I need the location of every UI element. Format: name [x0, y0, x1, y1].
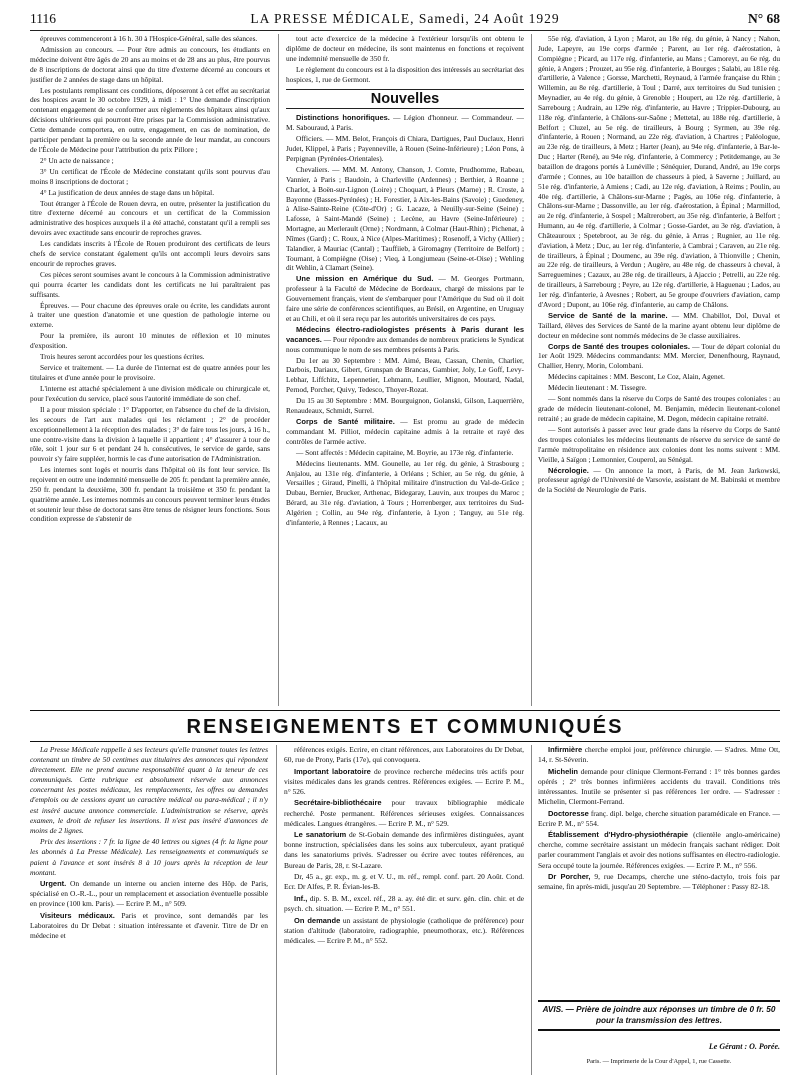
- paragraph: [284, 872, 524, 892]
- item-text: Prix des insertions : 7 fr. la ligne de 40 lettres ou signes (4 fr. la ligne pour les abonnés à La Presse Médicale). Les renseignements et communiqués se paient à l'avance et sont insérés 8 à 10 jours après la réception de leur montant.: [30, 837, 268, 877]
- paragraph: [286, 417, 524, 447]
- item-heading: On demande: [294, 915, 341, 925]
- paragraph: [538, 872, 780, 892]
- paragraph: [538, 342, 780, 372]
- paragraph: Admission au concours. — Pour être admis au concours, les étudiants en médecine doivent être âgés de 20 ans au moins et de 28 ans au plus, être pourvus de 8 inscriptions de doctorat ainsi que du titre d'externe décerné au concours et justifier de 2 années de stage dans un hôpital.: [30, 45, 270, 84]
- section-rule: [30, 710, 780, 711]
- item-text: 55e rég. d'aviation, à Lyon ; Marot, au 18e rég. du génie, à Nancy ; Nahon, Jude, Lapeyre, au 19e corps d'armée ; Parent, au 1er rég. d'aérostation, à Compiègne ; Picard, au 117e rég. d'infanterie, au Mans ; Camoreyt, au 6e rég. du génie, à Angers ; Prouzet, au 95e rég. d'infanterie, à Bourges ; Salabi, au 181e rég. d'artillerie, à Valence ; Gorsse, Marchetti, Reynaud, à l'armée française du Rhin ; Willemin, au 8e rég. d'artillerie, à Toul ; Darré, aux territoires du Sud tunisien ; Meynadier, au 4e rég. du génie, à Grenoble ; Houpert, au 12e rég. d'artillerie, à Sarrebourg ; Audrain, au 129e rég. d'infanterie, au Havre ; Trippier-Dubourg, au 118e rég. d'infanterie, à Châlons-sur-Saône ; Mettetal, au 188e rég. d'artillerie, à Belfort ; Cluzel, au 5e rég. de tirailleurs, à Bourg ; Syrmen, au 39e rég. d'infanterie, à Rouen ; Normand, au 22e rég. d'aviation, à Chartres ; Paléologue, au 23e rég. de tirailleurs, à Metz ; Harter (Jean), au 94e rég. d'infanterie, à Bar-le-Duc ; Harter (René), au 94e rég. d'infanterie, à Commercy ; Petitdemange, au 3e bataillon de dragons portés à Lunéville ; Sénéquier, Durand, André, au 19e corps d'armée ; Connes, au 10e bataillon de chasseurs à pied, à Saverne ; Juillard, au 51e rég. d'infanterie, à Amiens ; Cadi, au 12e rég. d'aviation, à Reims ; Poulin, au 40e rég. d'artillerie, à Châlons-sur-Marne ; Pagès, au 106e rég. d'infanterie, à Châlons-sur-Marne ; Dassonville, au 1er rég. d'aérostation, à Épinal ; Marmillod, au 2e rég. d'infanterie, à Sospel ; Maîtrerobert, au 35e rég. d'infanterie, à Belfort ; Humann, au 4e rég. d'artillerie, à Colmar ; Gosse-Gardet, au 3e rég. d'aviation, à Châteauroux ; Spetebroot, au 3e rég. du génie, à Arras ; Rugnier, au 11e rég. d'aviation, à Metz ; Duc, au 1er rég. d'infanterie, à Cambrai ; Caraven, au 21e rég. de tirailleurs, à Épinal ; Doumenc, au 39e rég. d'aviation, à Thionville ; Chenin, au 22e rég. de tirailleurs, à Verdun ; Augère, au 48e rég. de chasseurs à cheval, à Sarreguemines ; Cazaux, au 28e rég. de tirailleurs, à Ajaccio ; Petrelli, au 22e rég. de tirailleurs, à Sarrebourg ; Peyre, au 12e rég. d'artillerie, à Haguenau ; Lados, au 1er rég. d'infanterie, à Avesnes ; Robert, au 5e groupe d'ouvriers d'aviation, camp d'Avord ; Dupont, au 106e rég. d'infanterie, au camp de Châlons.: [538, 34, 780, 309]
- paragraph: [538, 809, 780, 829]
- paragraph: Les postulants remplissant ces conditions, déposeront à cet effet au secrétariat des hospices avant le 30 octobre 1929, à midi : 1° Une demande d'inscription contenant engagement de se conformer aux règlements des hôpitaux ainsi qu'aux décisions ultérieures qui pourront être prises par la Commission administrative. Cette demande comportera, en outre, engagement, en cas de nomination, de participer pendant la première ou la seconde année de leur mandat, au concours de l'École de Médecine pour l'attribution du prix Pillore ;: [30, 85, 270, 154]
- paragraph: [284, 916, 524, 946]
- column-rule: [531, 745, 532, 1075]
- column-1: [30, 34, 270, 706]
- item-text: Médecins capitaines : MM. Bescont, Le Coz, Alain, Agenet.: [548, 372, 725, 382]
- item-text: — On annonce la mort, à Paris, de M. Jean Jarkowski, professeur agrégé de l'Université de Varsovie, assistant de M. Babinski et membre de la Société de Neurologie de Paris.: [538, 465, 780, 495]
- item-heading: Corps de Santé des troupes coloniales.: [548, 341, 690, 351]
- section-title: RENSEIGNEMENTS ET COMMUNIQUÉS: [186, 716, 624, 738]
- paragraph: [286, 448, 524, 458]
- item-text: Dr, 45 a., gr. exp., m. g. et V. U., m. réf., rempl. conf. part. 20 Août. Cond. Ecr. Dr Alfes, P. R. Évian-les-B.: [284, 872, 524, 892]
- paragraph: [538, 394, 780, 424]
- paragraph: [538, 745, 780, 765]
- paragraph: [286, 165, 524, 273]
- paragraph: [286, 396, 524, 416]
- column-rule: [276, 745, 277, 1075]
- column-rule: [531, 34, 532, 706]
- item-text: de St-Gobain demande des infirmières distinguées, ayant bonne instruction, spécialisées dans les soins aux tuberculeux, ayant pratiqué dans les sanatoriums privés. S'adresser ou écrire avec toutes références, au Bureau de Paris, 28, r. St-Lazare.: [284, 830, 524, 870]
- item-text: On demande un interne ou ancien interne des Hôp. de Paris, spécialisé en O.-R.-L., pour un remplacement et association éventuelle possible en province (100 km. Paris). — Ecrire P. M., n° 509.: [30, 879, 268, 909]
- item-text: dip. S. B. M., excel. réf., 28 a. ay. été dir. et surv. gén. clin. chir. et de psych. ch. situation. — Ecrire P. M., n° 551.: [284, 893, 524, 913]
- item-text: pour travaux bibliographie médicale recherché. Poste permanent. Références sérieuses exigées. Connaissances médicales. Langues étrangères. — Ecrire P. M., n° 529.: [284, 798, 524, 828]
- paragraph: Service et traitement. — La durée de l'internat est de quatre années pour les titulaires et d'une année pour le provisoire.: [30, 363, 270, 383]
- paragraph: 4° La justification de deux années de stage dans un hôpital.: [40, 187, 215, 197]
- item-text: — Pour répondre aux demandes de nombreux praticiens le Syndicat nous communique le nom de ses membres présents à Paris.: [286, 334, 524, 354]
- paragraph: 3° Un certificat de l'École de Médecine constatant qu'ils sont pourvus d'au moins 8 inscriptions de doctorat ;: [30, 166, 270, 186]
- ads-column-2: [284, 745, 524, 1075]
- item-text: — Sont affectés : Médecin capitaine, M. Boyrie, au 173e rég. d'infanterie.: [296, 447, 514, 457]
- item-heading: Nécrologie.: [548, 465, 589, 475]
- paragraph: tout acte d'exercice de la médecine à l'extérieur lorsqu'ils ont obtenu le diplôme de docteur en médecine, ils sont maintenus en fonctions et reçoivent une indemnité mensuelle de 350 fr.: [286, 34, 524, 63]
- issue-number: N° 68: [747, 11, 780, 26]
- paragraph: [538, 767, 780, 807]
- paragraph: [286, 356, 524, 395]
- ads-column-3: [538, 745, 780, 995]
- column-rule: [278, 34, 279, 706]
- item-text: — Sont nommés dans la réserve du Corps de Santé des troupes coloniales : au grade de médecin lieutenant-colonel, M. Benjamin, médecin lieutenant-colonel retraité ; au grade de médecin capitaine, M. Degon, médecin capitaine retraité.: [538, 394, 780, 423]
- page-number: 1116: [30, 11, 56, 26]
- item-heading: Infirmière: [548, 745, 583, 754]
- item-text: — Tour de départ colonial du 1er Août 1929. Médecins commandants: MM. Mercier, Denenfhourg, Raynaud, Challier, Henry, Morin, Colombani.: [538, 341, 780, 371]
- paragraph: [30, 879, 268, 909]
- item-text: Chevaliers. — MM. M. Antony, Chanson, J. Comte, Prudhomme, Rabeau, Vannier, à Paris ; Baudoin, à Charleville (Ardennes) ; Berthier, à Roanne ; Charlot, à Boën-sur-Lignon (Loire) ; Choquart, à Pleurs (Marne) ; R. Croste, à Bayonne (Basses-Pyrénées) ; H. Forestier, à Aix-les-Bains (Savoie) ; Guedeney, à Alise-Sainte-Reine (Côte-d'Or) ; G. Lacaze, à Neuilly-sur-Seine (Seine) ; Lafosse, à Saint-Mandé (Seine) ; Lecène, au Havre (Seine-Inférieure) ; Mortagne, au Merlerault (Orne) ; Nordmann, à Colmar (Haut-Rhin) ; Pichenat, à Nîmes (Gard) ; C. Roux, à Nice (Alpes-Maritimes) ; Rosenoff, à Vichy (Allier) ; Talandier, à Mauriac (Cantal) ; Tauffiieb, à Giromagny (Territoire de Belfort) ; Tournant, à Compiègne (Oise) ; Vieq, à Longjumeau (Seine-et-Oise) ; Wehling dit Wehlin, à Clamart (Seine).: [286, 165, 524, 273]
- avis-box: AVIS. — Prière de joindre aux réponses un timbre de 0 fr. 50 pour la transmission des lettres.: [538, 1000, 780, 1031]
- item-heading: Une mission en Amérique du Sud.: [296, 274, 434, 284]
- item-text: franç. dipl. belge, cherche situation paramédicale en France. — Ecrire P. M., n° 554.: [538, 808, 780, 828]
- imprint-line: Paris. — Imprimerie de la Cour d'Appel, 1, rue Cassette.: [586, 1058, 732, 1065]
- paragraph: [538, 830, 780, 870]
- item-heading: Secrétaire-bibliothécaire: [294, 798, 382, 808]
- paragraph: [538, 466, 780, 496]
- nouvelles-heading: Nouvelles: [286, 89, 524, 109]
- paragraph: [538, 372, 780, 382]
- paragraph: [538, 34, 780, 310]
- item-text: demande pour clinique Clermont-Ferrand : 1° très bonnes gardes opérés ; 2° très bonnes infirmières accidents du travail. Conditions très intéressantes. Inutile se présenter si pas références 1er ordre. — S'adresser : Michelin, Clermont-Ferrand.: [538, 766, 780, 806]
- paragraph: [538, 383, 780, 393]
- item-heading: Urgent.: [40, 879, 67, 889]
- item-text: — Est promu au grade de médecin commandant M. Pilliot, médecin capitaine admis à la retraite et rayé des contrôles de l'armée active.: [286, 417, 524, 446]
- paragraph: Trois heures seront accordées pour les questions écrites.: [40, 352, 205, 362]
- item-text: 9, rue Decamps, cherche une sténo-dactylo, trois fois par semaine, fin après-midi, jusqu'au 20 Septembre. — Téléphoner : Passy 82-18.: [538, 872, 780, 892]
- journal-title: LA PRESSE MÉDICALE, Samedi, 24 Août 1929: [250, 11, 560, 26]
- paragraph: [30, 745, 268, 836]
- section-rule: [30, 741, 780, 742]
- item-text: Du 1er au 30 Septembre : MM. Aimé, Beau, Cassan, Chenin, Charlier, Darbois, Dariaux, Gibert, Grunspan de Brancas, Gambier, Joly, Le Goff, Levy-Lebhar, Liffchitz, Lepennetier, Lehmann, Leullier, Mignon, Moutard, Nadal, Pernod, Porcher, Quivy, Tedesco, Thoyer-Rozat.: [286, 355, 524, 395]
- paragraph: [284, 745, 524, 765]
- paragraph: [286, 113, 524, 133]
- item-heading: Médecins électro-radiologistes présents à Paris durant les vacances.: [286, 324, 524, 344]
- item-text: références exigés. Ecrire, en citant références, aux Laboratoires du Dr Debat, 60, rue de Prony, Paris (17e), qui convoquera.: [284, 745, 524, 765]
- item-text: — Sont autorisés à passer avec leur grade dans la réserve du Corps de Santé des troupes coloniales les médecins lieutenants de réserve du service de santé de l'armée métropolitaine en résidence aux colonies dont les noms suivent : MM. Vieille, à Saïgon ; Lemonnier, Couperol, au Sénégal.: [538, 425, 780, 464]
- item-heading: Dr Porcher,: [548, 872, 591, 882]
- paragraph: [286, 325, 524, 355]
- item-heading: Service de Santé de la marine.: [548, 310, 668, 320]
- item-text: (clientèle anglo-américaine) cherche, comme secrétaire assistant un médecin français sachant rédiger. Doit parler couramment l'anglais et avoir des notions suffisantes en électro-radiologie. Sera occupé toute la journée. Références exigées. — Ecrire P. M., n° 556.: [538, 830, 780, 870]
- paragraph: [30, 911, 268, 941]
- column-3: [538, 34, 780, 706]
- item-heading: Inf.,: [294, 893, 308, 903]
- paragraph: Pour la première, ils auront 10 minutes de réflexion et 10 minutes d'exposition.: [30, 331, 270, 351]
- item-text: Médecin lieutenant : M. Tissegre.: [548, 383, 647, 393]
- paragraph: [284, 830, 524, 870]
- item-text: de province recherche médecins très actifs pour visites médicales dans les grands centres. Références exigées. — Ecrire P. M., n° 526.: [284, 766, 524, 796]
- paragraph: [538, 311, 780, 341]
- paragraph: Tout étranger à l'École de Rouen devra, en outre, présenter la justification du titre d'externe décerné au concours et un certificat de la Commission administrative des hospices auxquels il a été attaché, constatant qu'il a rempli ses devoirs avec exactitude sans encourir de reproches graves.: [30, 198, 270, 238]
- paragraph: [284, 894, 524, 914]
- item-text: Paris et province, sont demandés par les Laboratoires du Dr Debat : situation intéressante et d'avenir. Titre de Dr en médecine et: [30, 911, 268, 941]
- paragraph: Les internes sont logés et nourris dans l'hôpital où ils font leur service. Ils reçoivent en outre une indemnité mensuelle de 205 fr. pendant la première année, 250 fr. pendant la deuxième, 300 fr. pendant la troisième et 350 fr. pendant la quatrième année. Les internes nommés au concours peuvent terminer leurs études et soutenir leur thèse de doctorat sans être tenus de résigner leurs fonctions. Sous condition expresse de s'abstenir de: [30, 465, 270, 524]
- page-header: [30, 8, 780, 31]
- item-text: Officiers. — MM. Belot, François di Chiara, Dartigues, Paul Duclaux, Henri Judet, Klippel, à Paris ; Payenneville, à Rouen (Seine-Inférieure) ; Léon Pons, à Perpignan (Pyrénées-Orientales).: [286, 134, 524, 163]
- item-text: cherche emploi jour, préférence chirurgie. — S'adres. Mme Ott, 14, r. St-Séverin.: [538, 745, 780, 765]
- item-heading: Établissement d'Hydro-physiothérapie: [548, 830, 689, 840]
- paragraph: Les candidats inscrits à l'École de Rouen produiront des certificats de leurs chefs de service constatant également qu'ils ont accompli leurs devoirs sans encourir de reproches graves.: [30, 239, 270, 268]
- item-heading: Michelin: [548, 766, 579, 776]
- item-heading: Important laboratoire: [294, 766, 371, 776]
- paragraph: L'interne est attaché spécialement à une division médicale ou chirurgicale et, pour l'exécution du service, placé sous l'autorité immédiate de son chef.: [30, 384, 270, 403]
- paragraph: [286, 459, 524, 528]
- item-heading: Doctoresse: [548, 808, 589, 818]
- item-text: — M. Georges Portmann, professeur à la Faculté de Médecine de Bordeaux, chargé de missions par le Gouvernement français, vient de s'embarquer pour l'Amérique du Sud où il doit faire une série de conférences scientifiques, au Brésil, en Argentine, en Uruguay et au Chili, et où il sera reçu par les autorités universitaires de ces pays.: [286, 274, 524, 323]
- paragraph: 2° Un acte de naissance ;: [40, 155, 114, 165]
- gerant-signature: Le Gérant : O. Porée.: [708, 1042, 780, 1051]
- paragraph: Ces pièces seront soumises avant le concours à la Commission administrative qui pourra écarter les candidats dont les certificats ne lui paraîtraient pas suffisants.: [30, 269, 270, 299]
- item-heading: Visiteurs médicaux.: [40, 911, 115, 920]
- item-heading: Distinctions honorifiques.: [296, 113, 390, 123]
- item-text: La Presse Médicale rappelle à ses lecteurs qu'elle transmet toutes les lettres contenant un timbre de 50 centimes aux titulaires des annonces qui répondent directement. Elle ne prend aucune responsabilité quant à la teneur de ces communiqués. Cette rubrique est absolument réservée aux annonces concernant les postes médicaux, les remplacements, les offres ou demandes d'emplois ou de cessions ayant un caractère médical ou para-médical ; il n'y est inséré aucune annonce commerciale. L'administration se réserve, après examen, le droit de refuser les insertions. Il n'est pas inséré d'annonces de moins de 2 lignes.: [30, 745, 268, 835]
- item-heading: Corps de Santé militaire.: [296, 417, 395, 427]
- paragraph: [286, 274, 524, 323]
- paragraph: Épreuves. — Pour chacune des épreuves orale ou écrite, les candidats auront à traiter une question d'anatomie et une question de pathologie interne ou externe.: [30, 300, 270, 330]
- item-text: — Légion d'honneur. — Commandeur. — M. Sabouraud, à Paris.: [286, 113, 524, 133]
- item-text: — MM. Chabillot, Dol, Duval et Taillard, élèves des Services de Santé de la marine ayant obtenu leur diplôme de docteur en médecine sont nommés médecins de 3e classe auxiliaires.: [538, 310, 780, 340]
- paragraph: [284, 767, 524, 797]
- paragraph: Le règlement du concours est à la disposition des intéressés au secrétariat des hospices, 1, rue de Germont.: [286, 64, 524, 84]
- item-text: Médecins lieutenants. MM. Gounelle, au 1er rég. du génie, à Strasbourg ; Anjalou, au 131e rég. d'infanterie, à Orléans ; Schier, au 5e rég. du génie, à Versailles ; Giraud, Pinelli, à l'hôpital militaire d'instruction du Val-de-Grâce ; Dubau, Bernier, Brucker, Arthenac, Bidegaray, Lauvin, aux troupes du Maroc ; Bérard, au 31e rég. d'aviation, à Tours ; Horrenberger, aux territoires du Sud-Algérien ; Collin, au 94e rég. d'infanterie, à Lyon ; Tanguy, au 51e rég. d'infanterie, à Rennes ; Lacaux, au: [286, 458, 524, 527]
- ads-column-1: [30, 745, 268, 1075]
- paragraph: [284, 798, 524, 828]
- paragraph: [30, 837, 268, 877]
- paragraph: [538, 425, 780, 464]
- item-text: Du 15 au 30 Septembre : MM. Bourguignon, Golanski, Gilson, Laquerrière, Renaudeaux, Schmidt, Surrel.: [286, 396, 524, 415]
- paragraph: épreuves commenceront à 16 h. 30 à l'Hospice-Général, salle des séances.: [40, 34, 258, 43]
- item-text: un assistant de physiologie (catholique de préférence) pour station d'altitude (laboratoire, radiographie, pneumothorax, etc.). Références médicales. — Ecrire P. M., n° 552.: [284, 915, 524, 945]
- item-heading: Le sanatorium: [294, 830, 347, 840]
- paragraph: Il a pour mission spéciale : 1° D'apporter, en l'absence du chef de la division, les secours de l'art aux malades qui les réclament ; 2° de procéder exceptionnellement à la réception des malades ; 3° de faire tous les jours, à 16 h., une contre-visite dans la division à laquelle il appartient ; 4° d'assurer à tour de rôle, soit 1 jour sur 6 et pendant 24 h. consécutives, le service de garde, sans pouvoir s'y faire suppléer, hormis le cas d'une autorisation de l'Administration.: [30, 405, 270, 464]
- column-2: [286, 34, 524, 706]
- paragraph: [286, 134, 524, 164]
